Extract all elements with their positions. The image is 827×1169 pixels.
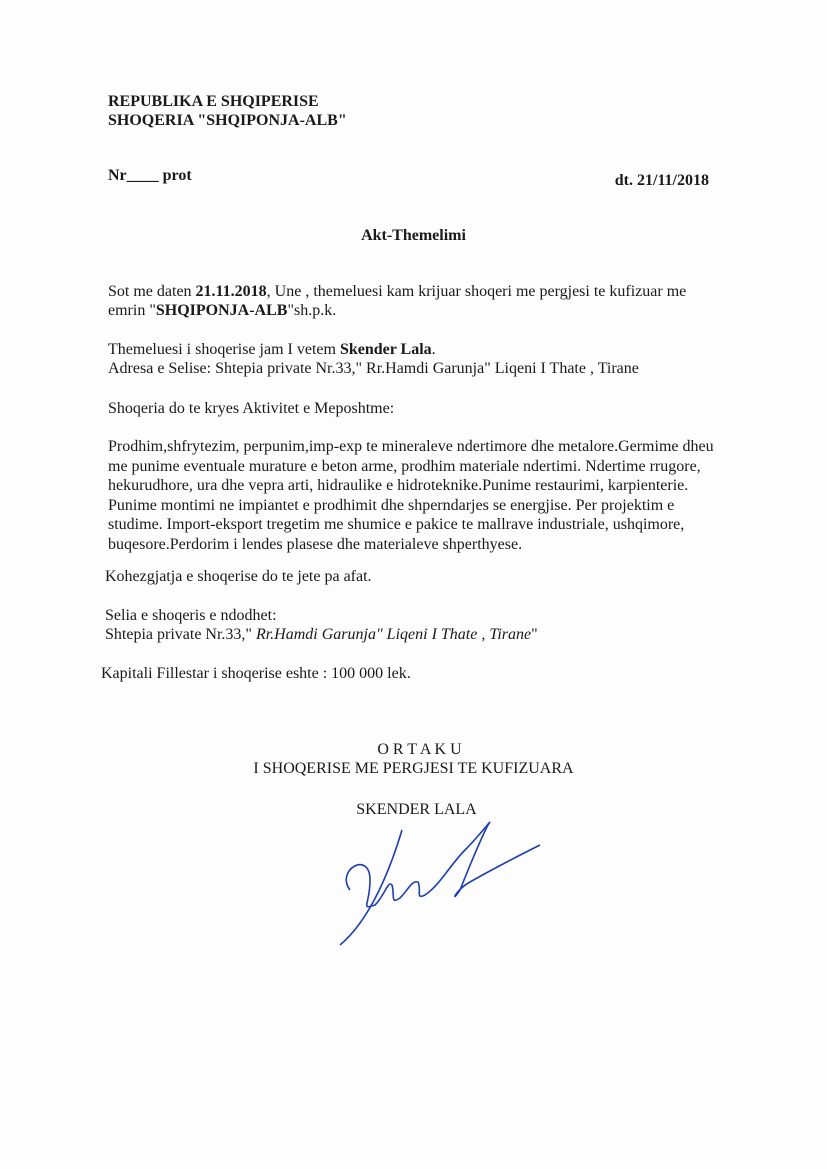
signature-drawing [330,810,570,950]
activities-list [108,437,714,554]
document-date: dt. 21/11/2018 [614,172,709,189]
text: Shtepia private Nr.33," [105,626,256,643]
protocol-number: Nr____ prot [108,167,192,184]
intro-paragraph [108,282,686,320]
company-name: SHOQERIA "SHQIPONJA-ALB" [108,112,347,129]
activity-line: Prodhim,shfrytezim, perpunim,imp-exp te mineraleve ndertimore dhe metalore.Germime dheu [108,438,714,455]
activities-intro: Shoqeria do te kryes Aktivitet e Meposhtme: [108,400,395,417]
text: , Une , themeluesi kam krijuar shoqeri me pergjesi te kufizuar me [266,283,687,300]
signer-name: SKENDER LALA [356,801,477,818]
capital: Kapitali Fillestar i shoqerise eshte : 100 000 lek. [101,665,411,682]
founder-paragraph [108,340,639,378]
activity-line: hekurudhore, ura dhe vepra arti, hidraulike e hidroteknike.Punime restaurimi, karpienterie. [108,477,689,494]
activity-line: studime. Import-eksport tregetim me shumice e pakice te mallrave industriale, ushqimore, [108,516,685,533]
text: Themeluesi i shoqerise jam I vetem [108,341,340,358]
founding-date: 21.11.2018 [195,283,267,300]
document-title: Akt-Themelimi [361,227,466,244]
seat-paragraph [105,606,538,644]
company-name-bold: SHQIPONJA-ALB [155,302,288,319]
seat-street: Rr.Hamdi Garunja" Liqeni I Thate , Tirane [255,626,532,643]
partner-role: I SHOQERISE ME PERGJESI TE KUFIZUARA [253,760,574,777]
text: "sh.p.k. [287,302,337,319]
activity-line: buqesore.Perdorim i lendes plasese dhe materialeve shperthyese. [108,535,523,553]
duration: Kohezgjatja e shoqerise do te jete pa afat. [105,568,372,585]
text: Sot me daten [108,283,196,300]
republic-name: REPUBLIKA E SHQIPERISE [108,93,319,110]
partner-label: O R T A K U [377,741,462,758]
activity-line: me punime eventuale murature e beton arme, prodhim materiale ndertimi. Ndertime rrugore, [108,457,701,475]
founder-name: Skender Lala [339,341,432,358]
seat-label: Selia e shoqeris e ndodhet: [105,607,277,624]
text: . [431,341,436,358]
text: " [531,626,538,643]
letterhead [108,92,347,130]
seat-address: Adresa e Selise: Shtepia private Nr.33," Rr.Hamdi Garunja" Liqeni I Thate , Tirane [108,360,639,377]
signature-block [0,740,827,819]
activity-line: Punime montimi ne impiantet e prodhimit dhe shperndarjes se energjise. Per projektim e [108,496,675,514]
text: emrin " [108,302,156,319]
